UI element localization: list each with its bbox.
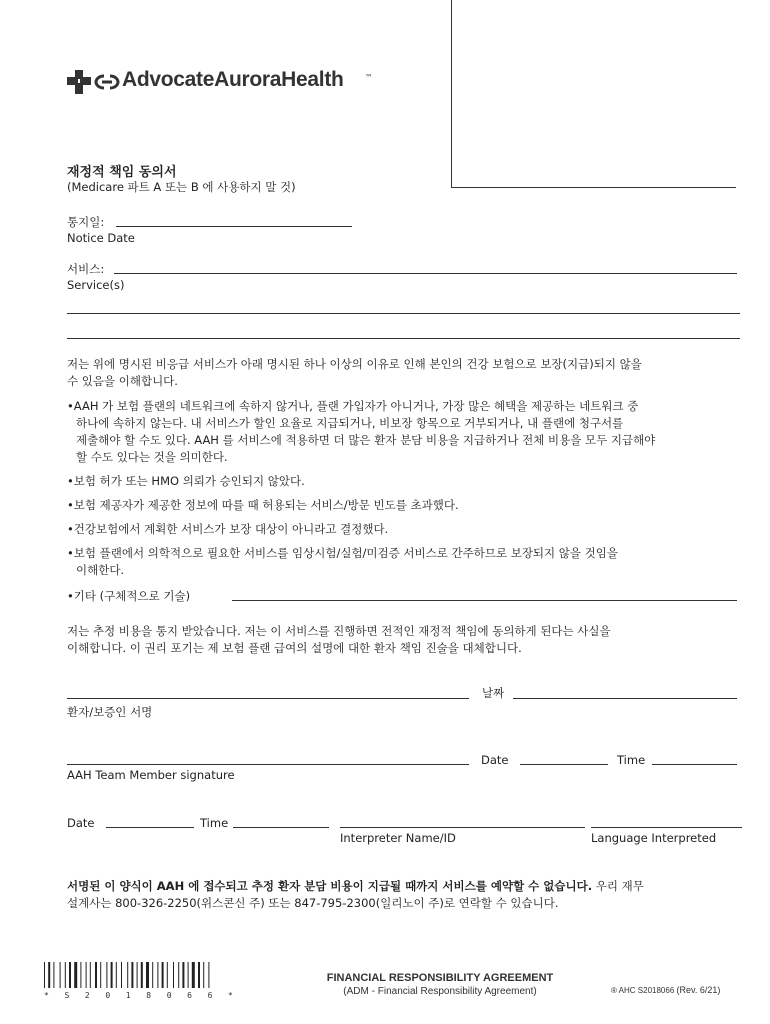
interp-date-field[interactable] xyxy=(106,827,194,828)
patient-signature-field[interactable] xyxy=(67,698,469,699)
barcode-bar xyxy=(121,962,122,988)
barcode-bar xyxy=(65,962,66,988)
barcode xyxy=(44,962,258,1002)
barcode-bar xyxy=(95,962,97,988)
service-field-1[interactable] xyxy=(114,273,737,274)
barcode-bar xyxy=(173,962,174,988)
barcode-bar xyxy=(80,962,81,988)
barcode-bar xyxy=(198,962,200,988)
footer-form-code: ® AHC S2018066 (Rev. 6/21) xyxy=(611,985,721,995)
logo-trademark: ™ xyxy=(365,73,373,82)
interp-name-field[interactable] xyxy=(340,827,585,828)
aurora-symbol-icon xyxy=(94,74,120,90)
barcode-bar xyxy=(182,962,184,988)
barcode-bar xyxy=(167,962,168,988)
service-label-en: Service(s) xyxy=(67,278,125,292)
barcode-bar xyxy=(146,962,149,988)
team-time-label: Time xyxy=(617,753,646,767)
interp-name-label: Interpreter Name/ID xyxy=(340,831,456,845)
intro-paragraph xyxy=(67,356,757,390)
agreement-paragraph xyxy=(67,623,757,657)
team-date-field[interactable] xyxy=(520,764,608,765)
cross-icon xyxy=(67,70,91,94)
service-field-2[interactable] xyxy=(67,313,740,314)
patient-signature-label: 환자/보증인 서명 xyxy=(67,705,153,719)
barcode-bar xyxy=(157,962,158,988)
footer-subtitle: (ADM - Financial Responsibility Agreement) xyxy=(343,986,537,997)
barcode-bar xyxy=(74,962,77,988)
team-signature-field[interactable] xyxy=(67,764,469,765)
notice-date-label-ko: 통지일: xyxy=(67,215,105,229)
intro-line-2: 수 있음을 이해합니다. xyxy=(67,374,178,388)
footer-title: FINANCIAL RESPONSIBILITY AGREEMENT xyxy=(326,972,554,984)
barcode-bar xyxy=(152,962,153,988)
service-label-ko: 서비스: xyxy=(67,262,105,276)
barcode-bar xyxy=(86,962,87,988)
barcode-bar xyxy=(44,962,45,988)
interp-date-label: Date xyxy=(67,816,95,830)
logo-wordmark: AdvocateAuroraHealth xyxy=(122,68,344,91)
bullet-6: •기타 (구체적으로 기술) xyxy=(67,589,191,603)
service-field-3[interactable] xyxy=(67,338,740,339)
bullet-5: •보험 플랜에서 의학적으로 필요한 서비스를 임상시험/실험/미검증 서비스로 간주하므로 보장되지 않을 것임을 이해한다. xyxy=(67,546,619,577)
barcode-bar xyxy=(203,962,204,988)
team-signature-label: AAH Team Member signature xyxy=(67,768,235,782)
barcode-bar xyxy=(188,962,189,988)
other-specify-field[interactable] xyxy=(232,600,737,601)
team-time-field[interactable] xyxy=(652,764,737,765)
form-title: 재정적 책임 동의서 xyxy=(67,165,177,180)
label-box-left-border xyxy=(451,0,452,188)
barcode-bar xyxy=(48,962,50,988)
interp-time-field[interactable] xyxy=(233,827,329,828)
barcode-bar xyxy=(131,962,133,988)
barcode-bar xyxy=(100,962,101,988)
bullet-3: •보험 제공자가 제공한 정보에 따를 때 허용되는 서비스/방문 빈도를 초과했다. xyxy=(67,498,459,512)
barcode-bar xyxy=(60,962,61,988)
barcode-bar xyxy=(116,962,117,988)
barcode-bar xyxy=(192,962,195,988)
barcode-bar xyxy=(90,962,91,988)
scheduling-notice: 서명된 이 양식이 AAH 에 접수되고 추정 환자 분담 비용이 지급될 때까지 서비스를 예약할 수 없습니다. 우리 재무 설계사는 800-326-2250(위스콘신 주) 또는 847-795-2300(일리노이 주)로 연락할 수 있습니다. xyxy=(67,878,757,912)
patient-date-field[interactable] xyxy=(513,698,737,699)
barcode-bar xyxy=(106,962,107,988)
team-date-label: Date xyxy=(481,753,509,767)
notice-date-field[interactable] xyxy=(116,226,352,227)
label-box-bottom-border xyxy=(451,187,736,188)
patient-date-label: 날짜 xyxy=(482,686,505,700)
logo xyxy=(67,67,387,95)
bullet-1: •AAH 가 보험 플랜의 네트워크에 속하지 않거나, 플랜 가입자가 아니거나, 가장 많은 혜택을 제공하는 네트워크 중 하나에 속하지 않는다. 내 서비스가 할인 요율로 지급되거나, 비보장 항목으로 거부되거나, 내 플랜에 청구서를 제출해야 할 수도 있다. AAH 를 서비스에 적용하면 더 많은 환자 분담 비용을 지급하거나 전체 비용을 모두 지급해야 할 수도 있다는 것을 의미한다. xyxy=(67,399,656,464)
bullet-4: •건강보험에서 계획한 서비스가 보장 대상이 아니라고 결정했다. xyxy=(67,522,389,536)
intro-line-1: 저는 위에 명시된 비응급 서비스가 아래 명시된 하나 이상의 이유로 인해 본인의 건강 보험으로 보장(지급)되지 않을 xyxy=(67,357,642,371)
interp-time-label: Time xyxy=(200,816,229,830)
bullet-2: •보험 허가 또는 HMO 의뢰가 승인되지 않았다. xyxy=(67,474,305,488)
barcode-bar xyxy=(111,962,113,988)
scheduling-notice-line-2: 설계사는 800-326-2250(위스콘신 주) 또는 847-795-2300(일리노이 주)로 연락할 수 있습니다. xyxy=(67,896,559,910)
barcode-text: * S 2 0 1 8 0 6 6 * xyxy=(44,991,235,1000)
barcode-bar xyxy=(127,962,128,988)
interp-language-label: Language Interpreted xyxy=(591,831,717,845)
barcode-bar xyxy=(162,962,164,988)
barcode-bar xyxy=(141,962,143,988)
interp-language-field[interactable] xyxy=(591,827,742,828)
agreement-line-1: 저는 추정 비용을 통지 받았습니다. 저는 이 서비스를 진행하면 전적인 재정적 책임에 동의하게 된다는 사실을 xyxy=(67,624,611,638)
barcode-bar xyxy=(208,962,209,988)
scheduling-notice-bold: 서명된 이 양식이 AAH 에 접수되고 추정 환자 분담 비용이 지급될 때까지 서비스를 예약할 수 없습니다. xyxy=(67,879,593,893)
barcode-bar xyxy=(69,962,71,988)
barcode-bar xyxy=(137,962,138,988)
barcode-bar xyxy=(178,962,179,988)
notice-date-label-en: Notice Date xyxy=(67,231,135,245)
barcode-icon xyxy=(44,962,258,988)
agreement-line-2: 이해합니다. 이 권리 포기는 제 보험 플랜 급여의 설명에 대한 환자 책임 진술을 대체합니다. xyxy=(67,641,522,655)
form-subtitle: (Medicare 파트 A 또는 B 에 사용하지 말 것) xyxy=(67,180,296,194)
barcode-bar xyxy=(53,962,54,988)
bullet-dot: • xyxy=(67,399,74,413)
